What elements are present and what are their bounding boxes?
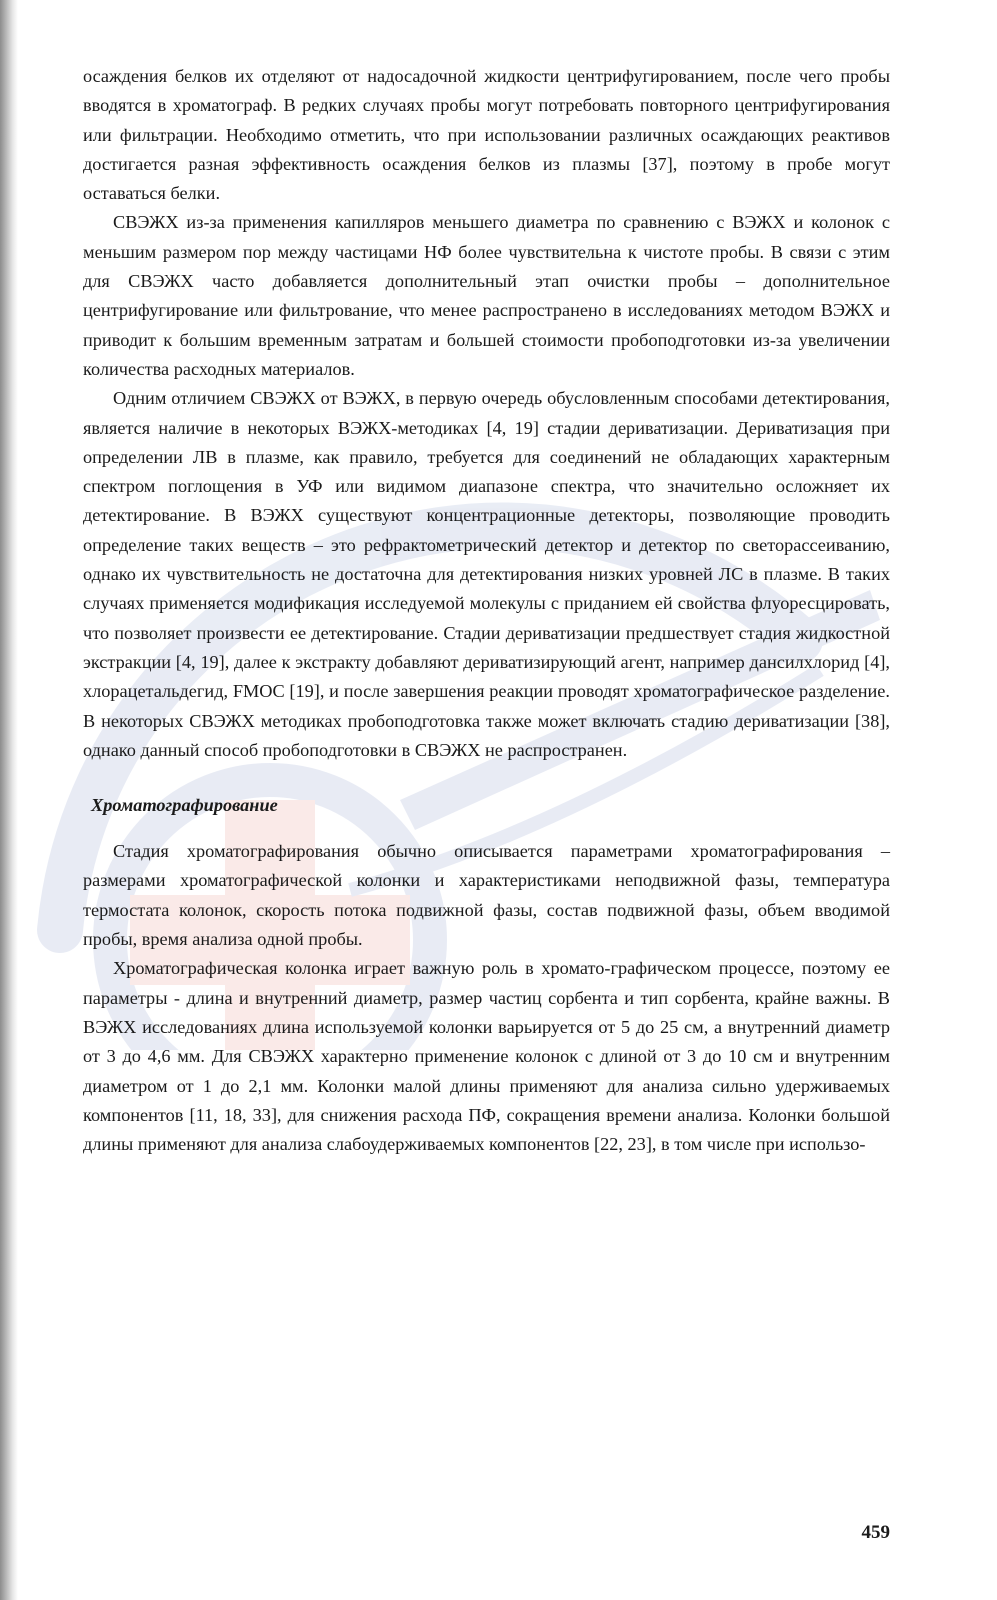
paragraph-chromatography-stage: Стадия хроматографирования обычно описывается параметрами хроматографирования – размерами хроматографической колонки и характеристиками неподвижной фазы, температура термостата колонок, скорость потока подвижной фазы, состав подвижной фазы, объем вводимой пробы, время анализа одной пробы. — [83, 841, 890, 950]
paragraph-sample-purity: СВЭЖХ из-за применения капилляров меньшего диаметра по сравнению с ВЭЖХ и колонок с меньшим размером пор между частицами НФ более чувствительна к чистоте пробы. В связи с этим для СВЭЖХ часто добавляется дополнительный этап очистки пробы – дополнительное центрифугирование или фильтрование, что менее распространено в исследованиях методом ВЭЖХ и приводит к большим временным затратам и большей стоимости пробоподготовки из-за увеличении количества расходных материалов. — [83, 212, 890, 379]
scan-edge-shadow — [0, 0, 18, 1600]
document-page — [83, 62, 890, 1572]
paragraph-protein-precipitation: осаждения белков их отделяют от надосадочной жидкости центрифугированием, после чего пробы вводятся в хроматограф. В редких случаях пробы могут потребовать повторного центрифугирования или фильтрации. Необходимо отметить, что при использовании различных осаждающих реактивов достигается разная эффективность осаждения белков из плазмы [37], поэтому в пробе могут оставаться белки. — [83, 66, 890, 204]
paragraph-column-parameters: Хроматографическая колонка играет важную роль в хромато-графическом процессе, поэтому ее параметры - длина и внутренний диаметр, размер частиц сорбента и тип сорбента, крайне важны. В ВЭЖХ исследованиях длина используемой колонки варьируется от 5 до 25 см, а внутренний диаметр от 3 до 4,6 мм. Для СВЭЖХ характерно применение колонок с длиной от 3 до 10 см и внутренним диаметром от 1 до 2,1 мм. Колонки малой длины применяют для анализа сильно удерживаемых компонентов [11, 18, 33], для снижения расхода ПФ, сокращения времени анализа. Колонки большой длины применяют для анализа слабоудерживаемых компонентов [22, 23], в том числе при использо- — [83, 958, 890, 1155]
page-number: 459 — [861, 1522, 890, 1543]
section-heading: Хроматографирование — [91, 795, 278, 816]
paragraph-derivatization: Одним отличием СВЭЖХ от ВЭЖХ, в первую очередь обусловленным способами детектирования, является наличие в некоторых ВЭЖХ-методиках [4, 19] стадии дериватизации. Дериватизация при определении ЛВ в плазме, как правило, требуется для соединений не обладающих характерным спектром поглощения в УФ или видимом диапазоне спектра, что значительно осложняет их детектирование. В ВЭЖХ существуют концентрационные детекторы, позволяющие проводить определение таких веществ – это рефрактометрический детектор и детектор по светорассеиванию, однако их чувствительность не достаточна для детектирования низких уровней ЛС в плазме. В таких случаях применяется модификация исследуемой молекулы с приданием ей свойства флуоресцировать, что позволяет произвести ее детектирование. Стадии дериватизации предшествует стадия жидкостной экстракции [4, 19], далее к экстракту добавляют дериватизирующий агент, например дансилхлорид [4], хлорацетальдегид, FMOC [19], и после завершения реакции проводят хроматографическое разделение. В некоторых СВЭЖХ методиках пробоподготовка также может включать стадию дериватизации [38], однако данный способ пробоподготовки в СВЭЖХ не распространен. — [83, 388, 890, 760]
